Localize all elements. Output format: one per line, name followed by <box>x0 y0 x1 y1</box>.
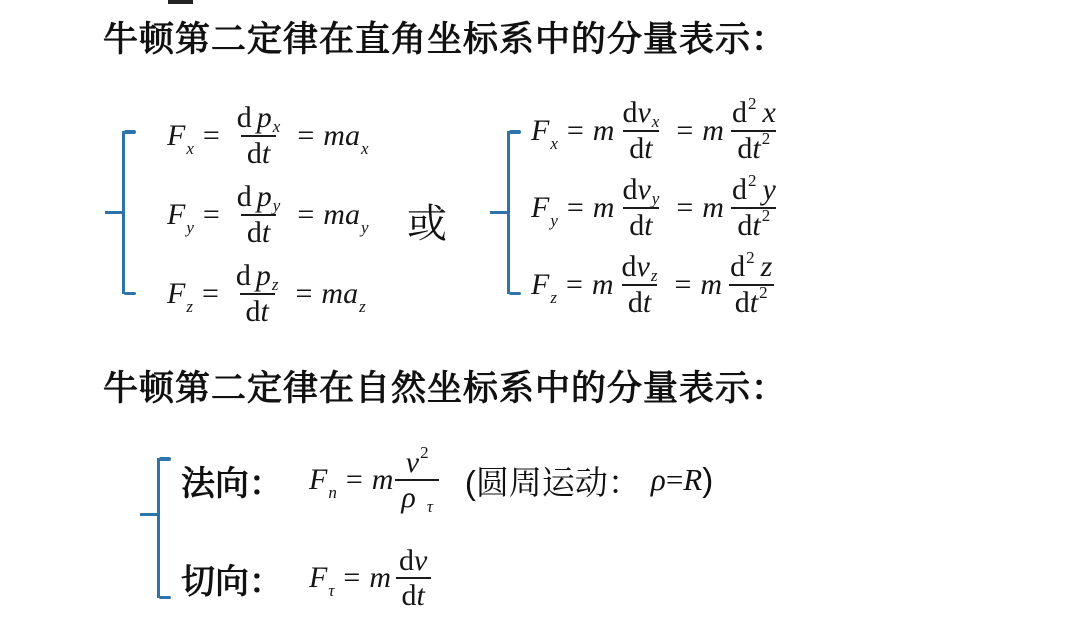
v-subscript: x <box>651 111 660 131</box>
equals-sign: = <box>676 190 694 224</box>
a-symbol: a <box>344 197 360 231</box>
differential-d: d <box>235 259 251 292</box>
m-symbol: m <box>323 118 345 152</box>
fraction-dv-dt <box>393 544 433 613</box>
f-symbol: F <box>531 113 550 147</box>
equation-fx-momentum <box>167 101 368 170</box>
exponent-two: 2 <box>746 247 755 267</box>
equation-ftau-tangential <box>309 544 435 613</box>
equation-fz-momentum <box>167 259 368 328</box>
row-tangential-direction <box>181 538 435 618</box>
brace-derivative-group <box>507 131 521 294</box>
fraction-dp-dt <box>230 259 285 328</box>
exponent-two: 2 <box>761 129 771 149</box>
numerator <box>726 93 782 130</box>
differential-d: d <box>245 294 261 328</box>
equals-sign: = <box>202 118 220 152</box>
brace-momentum-group <box>122 131 136 294</box>
equation-fz-derivative <box>531 247 784 319</box>
exponent-two: 2 <box>747 93 757 113</box>
differential-d: d <box>622 96 638 129</box>
denominator <box>623 130 658 166</box>
differential-d: d <box>622 173 638 206</box>
equals-sign: = <box>201 276 219 310</box>
equals-sign: = <box>566 113 584 147</box>
title-natural: 牛顿第二定律在自然坐标系中的分量表示： <box>103 369 788 408</box>
f-subscript-n: n <box>328 483 337 503</box>
a-symbol: a <box>344 118 360 152</box>
v-subscript: z <box>650 265 658 285</box>
m-symbol: m <box>700 267 723 301</box>
or-connector: 或 <box>407 202 447 246</box>
equation-group-momentum <box>167 101 368 328</box>
equals-sign: = <box>566 190 584 224</box>
equals-sign: = <box>343 561 361 595</box>
a-subscript: z <box>359 296 366 316</box>
coordinate-symbol: y <box>762 173 776 206</box>
m-symbol: m <box>702 190 724 224</box>
denominator <box>729 284 774 320</box>
p-subscript: y <box>272 195 281 215</box>
fraction-v2-rho <box>395 443 439 516</box>
denominator <box>623 207 658 243</box>
fraction-dp-dt <box>231 180 287 249</box>
v-symbol: v <box>637 96 651 129</box>
exponent-two: 2 <box>420 443 429 463</box>
equation-fy-derivative <box>531 170 784 242</box>
f-subscript-tau: τ <box>328 581 335 601</box>
m-symbol: m <box>371 463 394 497</box>
f-subscript: y <box>550 210 558 230</box>
differential-d: d <box>737 131 753 165</box>
note-close-paren: ) <box>702 461 714 498</box>
denominator <box>396 577 431 613</box>
equation-group-derivative <box>531 93 784 319</box>
f-symbol: F <box>309 463 328 497</box>
fraction-d2x-dt2 <box>726 93 782 165</box>
equals-sign: = <box>295 276 313 310</box>
row-normal-direction <box>181 424 713 536</box>
p-subscript: z <box>271 274 279 294</box>
m-symbol: m <box>369 561 392 595</box>
differential-d: d <box>629 208 645 242</box>
f-symbol: F <box>309 561 328 595</box>
p-symbol: p <box>256 101 272 134</box>
note-prefix: (圆周运动： <box>464 463 641 501</box>
differential-d: d <box>629 131 645 165</box>
numerator <box>230 259 285 293</box>
equals-sign: = <box>297 197 315 231</box>
differential-d: d <box>246 136 262 170</box>
equals-sign: = <box>565 267 583 301</box>
exponent-two: 2 <box>761 206 771 226</box>
f-subscript: x <box>550 133 558 153</box>
m-symbol: m <box>323 197 345 231</box>
denominator <box>240 293 275 329</box>
tangential-direction-label: 切向： <box>181 562 283 601</box>
exponent-two: 2 <box>759 283 768 303</box>
fraction-d2z-dt2 <box>724 247 778 319</box>
brace-tick <box>490 211 509 214</box>
t-symbol: t <box>749 285 759 319</box>
v-symbol: v <box>637 173 651 206</box>
numerator <box>231 101 287 135</box>
m-symbol: m <box>592 113 615 147</box>
equals-sign: = <box>676 113 694 147</box>
f-subscript: y <box>186 217 194 237</box>
f-symbol: F <box>531 190 550 224</box>
equation-fx-derivative <box>531 93 784 165</box>
t-symbol: t <box>752 208 761 242</box>
numerator <box>616 173 665 207</box>
t-symbol: t <box>261 136 271 170</box>
exponent-two: 2 <box>747 170 757 190</box>
fraction-dv-dt <box>616 96 665 165</box>
t-symbol: t <box>644 131 653 165</box>
denominator <box>731 130 776 166</box>
equation-fy-momentum <box>167 180 368 249</box>
numerator <box>400 443 435 480</box>
numerator <box>616 250 664 284</box>
coordinate-symbol: x <box>762 96 776 129</box>
stray-tau-subscript: τ <box>426 496 433 516</box>
equation-fn-normal <box>309 443 441 516</box>
differential-d: d <box>737 208 753 242</box>
denominator <box>731 207 776 243</box>
p-symbol: p <box>256 180 272 213</box>
numerator <box>726 170 782 207</box>
f-subscript: z <box>186 296 193 316</box>
f-symbol: F <box>167 118 186 152</box>
fraction-dv-dt <box>616 250 664 319</box>
normal-direction-label: 法向： <box>181 464 283 503</box>
differential-d: d <box>730 250 746 283</box>
title-cartesian: 牛顿第二定律在直角坐标系中的分量表示： <box>103 20 788 59</box>
brace-tick <box>140 513 159 516</box>
t-symbol: t <box>642 285 652 319</box>
differential-d: d <box>236 101 252 134</box>
a-subscript: x <box>360 138 369 158</box>
f-symbol: F <box>167 197 186 231</box>
a-subscript: y <box>360 217 369 237</box>
fraction-dp-dt <box>231 101 287 170</box>
rho-symbol: ρ <box>401 481 416 514</box>
t-symbol: t <box>644 208 653 242</box>
brace-natural-group <box>157 458 171 598</box>
differential-d: d <box>399 543 415 577</box>
equals-sign: = <box>202 197 220 231</box>
denominator <box>622 284 657 320</box>
numerator <box>616 96 665 130</box>
v-symbol: v <box>636 250 650 283</box>
t-symbol: t <box>260 294 269 328</box>
t-symbol: t <box>261 215 271 249</box>
differential-d: d <box>731 96 747 129</box>
t-symbol: t <box>416 579 425 612</box>
denominator <box>241 214 276 250</box>
v-symbol: v <box>405 445 420 479</box>
differential-d: d <box>621 250 637 283</box>
m-symbol: m <box>702 113 724 147</box>
denominator <box>395 479 439 515</box>
rho-symbol: ρ <box>650 462 666 497</box>
differential-d: d <box>246 215 262 249</box>
fraction-d2y-dt2 <box>726 170 782 242</box>
p-subscript: x <box>272 116 281 136</box>
coordinate-symbol: z <box>760 250 773 283</box>
t-symbol: t <box>752 131 761 165</box>
differential-d: d <box>401 579 417 612</box>
numerator <box>231 180 287 214</box>
radius-symbol: R <box>683 462 703 497</box>
f-symbol: F <box>167 276 186 310</box>
crop-artifact-line <box>168 0 193 4</box>
equals-sign: = <box>674 267 692 301</box>
v-subscript: y <box>651 188 660 208</box>
numerator <box>393 544 433 578</box>
f-subscript: z <box>550 287 557 307</box>
f-symbol: F <box>531 267 550 301</box>
p-symbol: p <box>255 259 271 292</box>
equals-sign: = <box>665 462 684 497</box>
differential-d: d <box>731 173 747 206</box>
differential-d: d <box>236 180 252 213</box>
equals-sign: = <box>297 118 315 152</box>
a-symbol: a <box>343 276 359 310</box>
v-symbol: v <box>414 543 428 577</box>
circular-motion-note <box>465 457 713 504</box>
differential-d: d <box>627 285 643 319</box>
brace-tick <box>105 211 124 214</box>
denominator <box>241 135 276 171</box>
m-symbol: m <box>321 276 344 310</box>
m-symbol: m <box>591 267 614 301</box>
f-subscript: x <box>186 138 194 158</box>
numerator <box>724 247 778 284</box>
equals-sign: = <box>345 463 363 497</box>
fraction-dv-dt <box>616 173 665 242</box>
differential-d: d <box>734 285 750 319</box>
m-symbol: m <box>592 190 615 224</box>
